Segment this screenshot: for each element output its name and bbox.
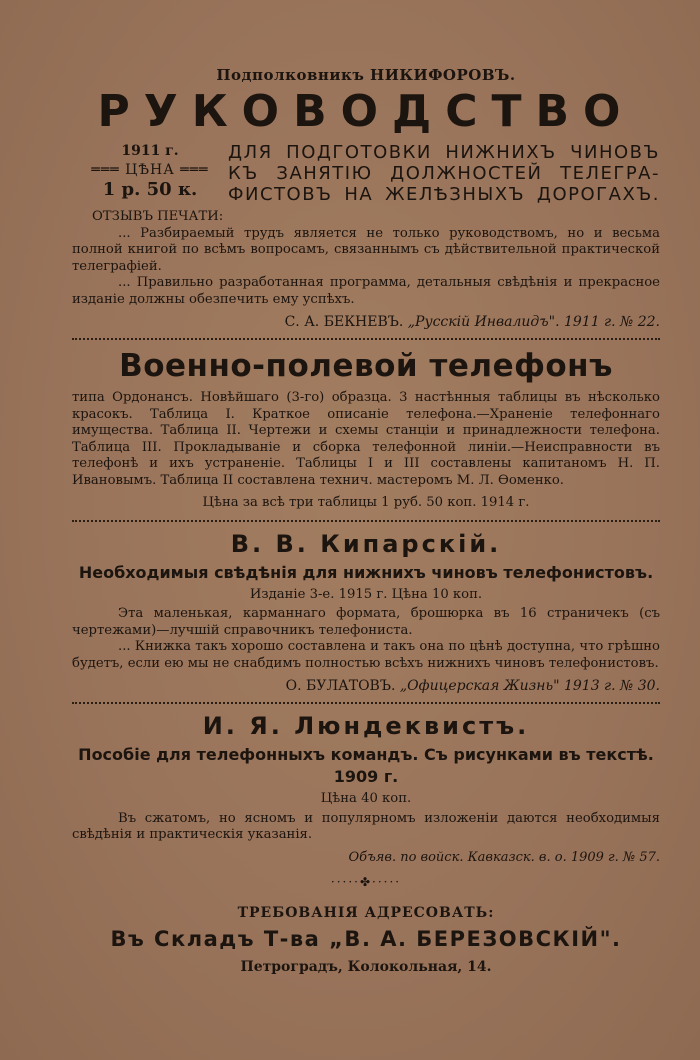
section-price: Цѣна 40 коп. (320, 791, 412, 806)
section-author: И. Я. Люндеквистъ. (202, 712, 530, 740)
review-signature (72, 314, 660, 330)
book-title: РУКОВОДСТВО (97, 86, 635, 137)
book-subtitle (228, 142, 660, 205)
section-edition: Изданіе 3-е. 1915 г. Цѣна 10 коп. (249, 586, 483, 602)
price-block (72, 142, 228, 205)
divider (72, 338, 660, 340)
section-title: Военно-полевой телефонъ (119, 348, 613, 384)
price-value: 1 р. 50 к. (102, 179, 198, 200)
advertisement-page (72, 60, 660, 975)
ornament-divider: ·····✤····· (330, 874, 402, 889)
subtitle-line: ДЛЯ ПОДГОТОВКИ НИЖНИХЪ ЧИНОВЪ (228, 142, 660, 163)
footer-address: Петроградъ, Колокольная, 14. (240, 958, 492, 975)
price-and-subtitle (72, 142, 660, 205)
review-paragraph: ... Правильно разработанная программа, детальныя свѣдѣнія и прекрасное изданіе должны обезпечить ему успѣхъ. (72, 275, 660, 307)
signature-source: „Русскій Инвалидъ". 1911 г. № 22. (407, 314, 660, 330)
review-paragraph: ... Разбираемый трудъ является не только руководствомъ, но и весьма полной книгой по всѣмъ вопросамъ, связаннымъ съ дѣйствительной практической телеграфіей. (72, 225, 660, 274)
section-paragraph: Въ сжатомъ, но ясномъ и популярномъ изложеніи даются необходимыя свѣдѣнія и практическія указанія. (72, 810, 660, 842)
section-source: Объяв. по войск. Кавказск. в. о. 1909 г. № 57. (348, 849, 660, 865)
section-title: Пособіе для телефонныхъ командъ. Съ рисунками въ текстѣ. 1909 г. (78, 745, 654, 786)
section-body: типа Ордонансъ. Новѣйшаго (3-го) образца. 3 настѣнныя таблицы въ нѣсколько красокъ. Таблица I. Краткое описаніе телефона.—Храненіе телефоннаго имущества. Таблица II. Чертежи и схемы станціи и принадлежности телефона. Таблица III. Прокладываніе и сборка телефонной линіи.—Неисправности въ телефонѣ и ихъ устраненіе. Таблицы I и III составлены капитаномъ Н. П. Ивановымъ. Таблица II составлена технич. мастеромъ М. Л. Ѳоменко. (72, 390, 660, 488)
signature-name: О. БУЛАТОВЪ. (285, 678, 396, 694)
divider (72, 702, 660, 704)
signature-name: С. А. БЕКНЕВЪ. (284, 314, 404, 330)
footer-publisher: Въ Складъ Т-ва „В. А. БЕРЕЗОВСКІЙ". (110, 926, 622, 951)
section-title: Необходимыя свѣдѣнія для нижнихъ чиновъ телефонистовъ. (78, 562, 654, 582)
review-signature (72, 678, 660, 694)
subtitle-line: КЪ ЗАНЯТІЮ ДОЛЖНОСТЕЙ ТЕЛЕГРА- (228, 163, 660, 184)
review-heading: ОТЗЫВЪ ПЕЧАТИ: (92, 209, 224, 224)
footer-heading: ТРЕБОВАНІЯ АДРЕСОВАТЬ: (237, 904, 495, 921)
price-label: ═══ ЦѢНА ═══ (91, 162, 209, 178)
section-paragraph: ... Книжка такъ хорошо составлена и такъ она по цѣнѣ доступна, что грѣшно будетъ, если ею мы не снабдимъ полностью всѣхъ нижнихъ чиновъ телефонистовъ. (72, 639, 660, 671)
signature-source: „Офицерская Жизнь" 1913 г. № 30. (399, 678, 660, 694)
section-paragraph: Эта маленькая, карманнаго формата, брошюрка въ 16 страничекъ (съ чертежами)—лучшій справочникъ телефониста. (72, 606, 660, 638)
divider (72, 520, 660, 522)
author-heading: Подполковникъ НИКИФОРОВЪ. (216, 66, 516, 84)
subtitle-line: ФИСТОВЪ НА ЖЕЛѢЗНЫХЪ ДОРОГАХЪ. (228, 184, 660, 205)
year-label: 1911 г. (121, 143, 179, 159)
section-author: В. В. Кипарскій. (230, 529, 502, 558)
section-price: Цѣна за всѣ три таблицы 1 руб. 50 коп. 1914 г. (202, 495, 530, 510)
